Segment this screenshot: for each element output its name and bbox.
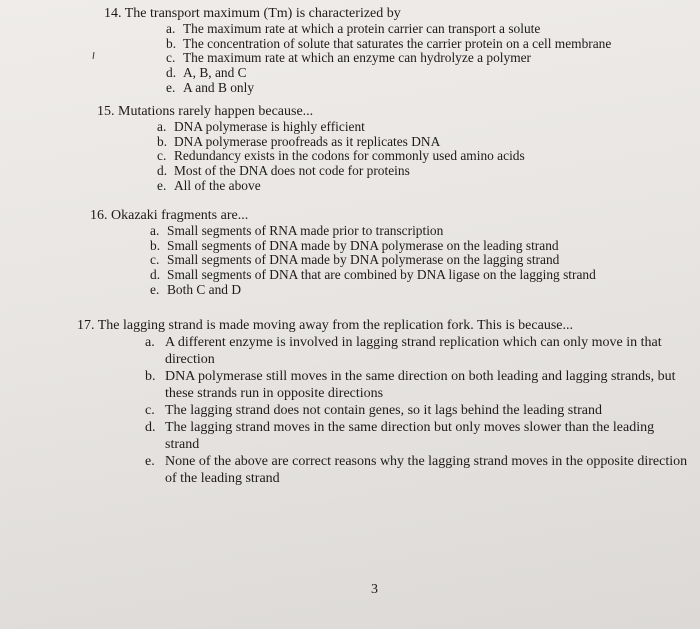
- question-14: [104, 6, 611, 96]
- option-label: c.: [157, 148, 167, 164]
- option-16b: [150, 239, 596, 254]
- question-15-title: 15. Mutations rarely happen because...: [97, 104, 314, 119]
- option-17c: [145, 402, 689, 419]
- question-16: [90, 208, 596, 298]
- pen-mark: [93, 52, 95, 59]
- option-14c: [166, 51, 611, 66]
- option-label: b.: [150, 237, 161, 253]
- option-text: DNA polymerase is highly efficient: [174, 119, 365, 134]
- option-15c: [157, 149, 525, 164]
- option-label: c.: [166, 50, 176, 66]
- option-text: The lagging strand moves in the same direction but only moves slower than the leading strand: [165, 420, 655, 452]
- option-17d: [145, 419, 689, 453]
- option-16d: [150, 268, 596, 283]
- option-15e: [157, 179, 525, 194]
- option-17a: [145, 334, 689, 368]
- option-text: Small segments of RNA made prior to transcription: [167, 223, 444, 238]
- option-label: b.: [166, 35, 177, 51]
- option-text: Both C and D: [167, 281, 242, 297]
- option-17b: [145, 368, 689, 402]
- option-16a: [150, 224, 596, 239]
- option-label: a.: [157, 119, 167, 134]
- option-text: Small segments of DNA that are combined by DNA ligase on the lagging strand: [167, 267, 596, 283]
- question-17: [77, 318, 689, 487]
- option-15a: [157, 120, 525, 135]
- option-text: A and B only: [183, 79, 255, 95]
- option-text: All of the above: [174, 177, 261, 193]
- option-label: e.: [145, 454, 155, 469]
- option-label: b.: [145, 369, 156, 384]
- option-label: e.: [157, 177, 167, 193]
- option-text: The lagging strand does not contain genes, so it lags behind the leading strand: [165, 403, 603, 418]
- option-text: A, B, and C: [183, 65, 247, 81]
- option-label: d.: [145, 420, 156, 435]
- option-16e: [150, 283, 596, 298]
- option-text: DNA polymerase proofreads as it replicates DNA: [174, 133, 441, 149]
- option-text: Redundancy exists in the codons for commonly used amino acids: [174, 148, 525, 164]
- option-label: d.: [150, 267, 161, 283]
- option-label: a.: [145, 335, 155, 350]
- question-14-options: [166, 22, 611, 96]
- option-15b: [157, 135, 525, 150]
- question-14-title: 14. The transport maximum (Tm) is characterized by: [104, 6, 401, 21]
- question-17-title: 17. The lagging strand is made moving away from the replication fork. This is because...: [77, 318, 573, 333]
- question-16-title: 16. Okazaki fragments are...: [90, 208, 249, 223]
- option-text: The maximum rate at which a protein carrier can transport a solute: [183, 21, 541, 36]
- option-label: a.: [166, 21, 176, 36]
- option-16c: [150, 253, 596, 268]
- option-label: c.: [145, 403, 155, 418]
- option-label: a.: [150, 223, 160, 238]
- option-label: c.: [150, 252, 160, 268]
- option-label: d.: [166, 65, 177, 81]
- option-text: None of the above are correct reasons why the lagging strand moves in the opposite direction of the leading strand: [165, 454, 688, 486]
- option-14d: [166, 66, 611, 81]
- option-text: A different enzyme is involved in lagging strand replication which can only move in that direction: [165, 335, 662, 367]
- option-14a: [166, 22, 611, 37]
- question-15-options: [157, 120, 525, 194]
- option-text: The concentration of solute that saturates the carrier protein on a cell membrane: [183, 35, 612, 51]
- option-label: d.: [157, 163, 168, 179]
- option-text: Small segments of DNA made by DNA polymerase on the lagging strand: [167, 252, 560, 268]
- option-text: The maximum rate at which an enzyme can hydrolyze a polymer: [183, 50, 532, 66]
- option-text: DNA polymerase still moves in the same direction on both leading and lagging strands, but these strands run in opposite directions: [165, 369, 676, 401]
- option-15d: [157, 164, 525, 179]
- option-label: e.: [166, 79, 176, 95]
- question-15: [97, 104, 525, 194]
- option-14b: [166, 37, 611, 52]
- page-number: 3: [371, 582, 378, 597]
- option-text: Most of the DNA does not code for proteins: [174, 163, 410, 179]
- option-label: e.: [150, 281, 160, 297]
- option-label: b.: [157, 133, 168, 149]
- option-17e: [145, 453, 689, 487]
- question-17-options: [145, 334, 689, 487]
- option-text: Small segments of DNA made by DNA polymerase on the leading strand: [167, 237, 559, 253]
- question-16-options: [150, 224, 596, 298]
- option-14e: [166, 81, 611, 96]
